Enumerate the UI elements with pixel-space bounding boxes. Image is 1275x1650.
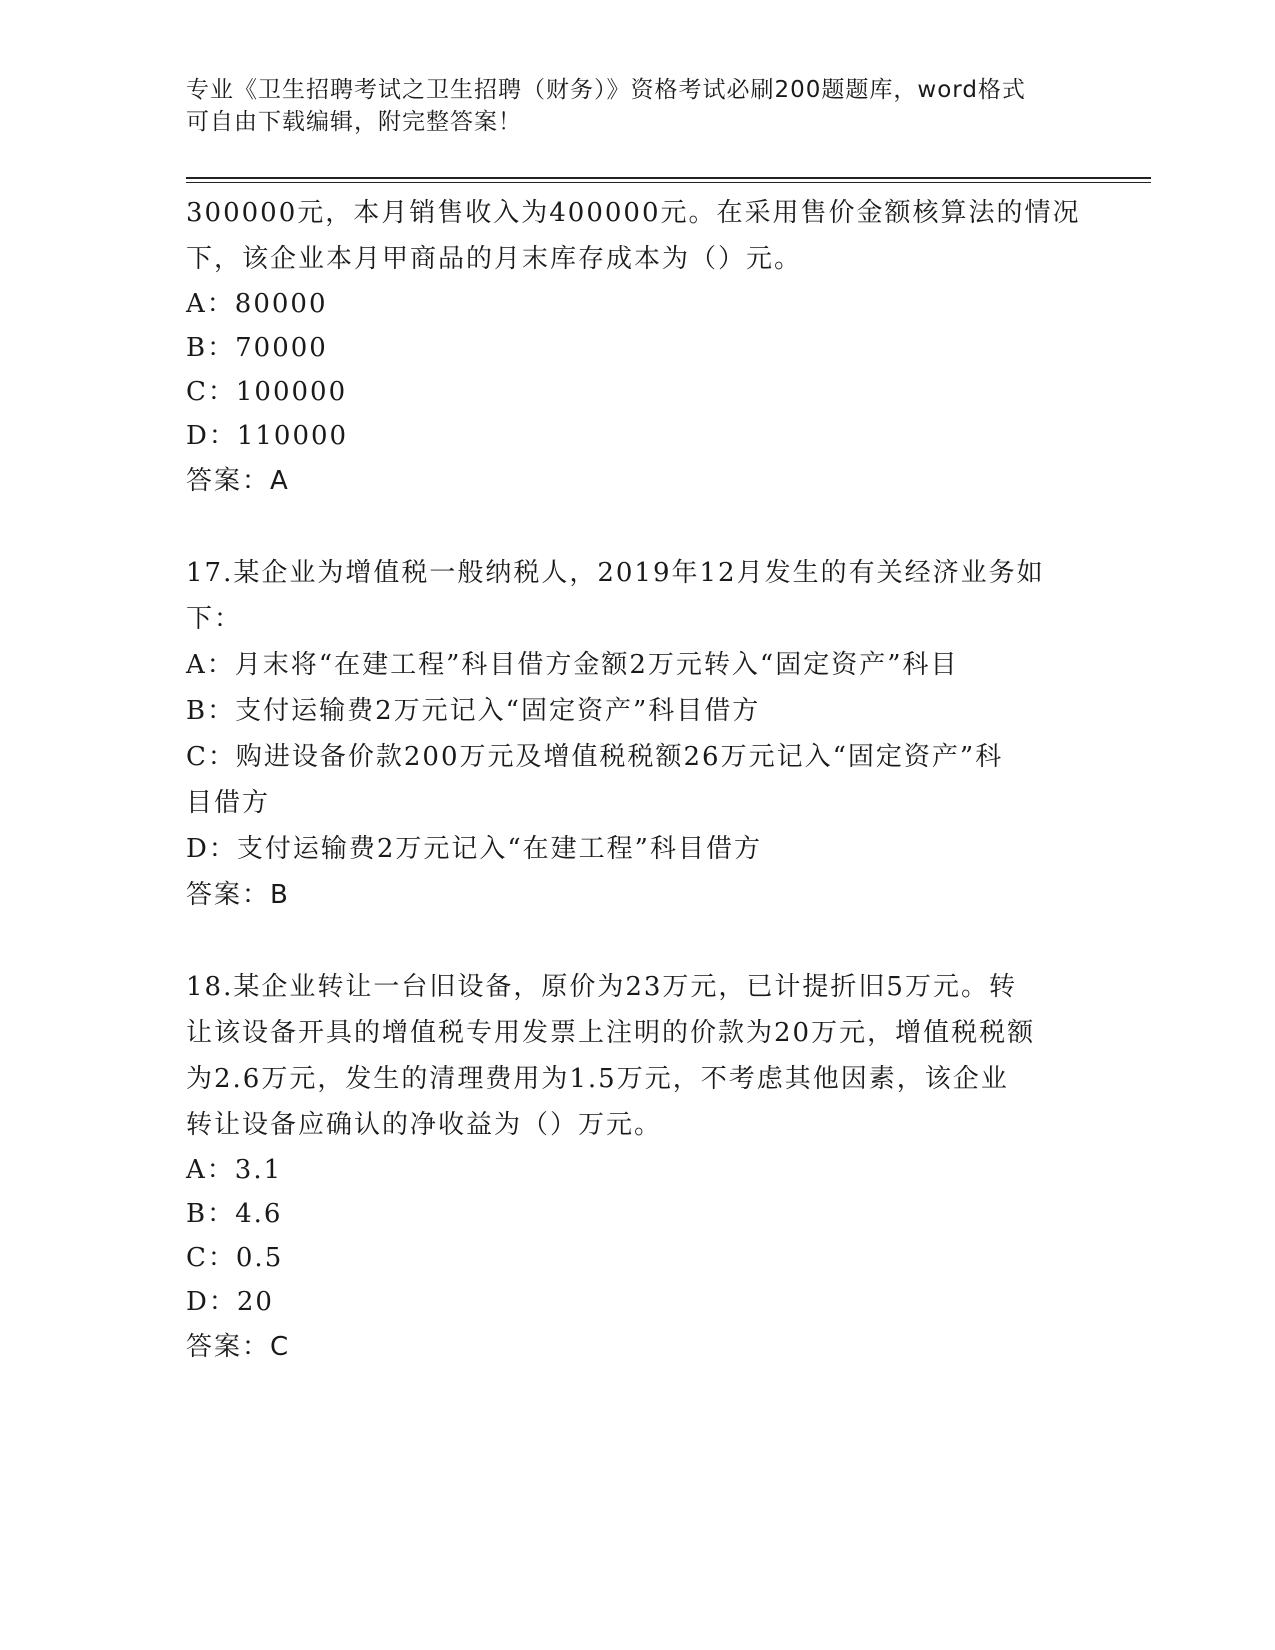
option-d: D：110000 xyxy=(186,421,349,451)
question-spacer xyxy=(186,504,1086,550)
question-stem-line: 300000元，本月销售收入为400000元。在采用售价金额核算法的情况 xyxy=(186,198,1081,228)
question-stem-line: 17.某企业为增值税一般纳税人，2019年12月发生的有关经济业务如 xyxy=(186,558,1045,588)
option-b: B：4.6 xyxy=(186,1199,283,1229)
option-b: B：支付运输费2万元记入“固定资产”科目借方 xyxy=(186,696,761,726)
question-spacer xyxy=(186,918,1086,964)
question-list xyxy=(186,190,1086,1370)
option-d: D：20 xyxy=(186,1287,274,1317)
header-title-line-1: 专业《卫生招聘考试之卫生招聘（财务）》资格考试必刷200题题库，word格式 xyxy=(186,77,1026,103)
answer-label: 答案：C xyxy=(186,1332,291,1362)
question-stem-line: 下： xyxy=(186,604,243,634)
answer-label: 答案：A xyxy=(186,466,290,496)
answer-label: 答案：B xyxy=(186,880,290,910)
option-c-continued: 目借方 xyxy=(186,788,271,818)
question-17 xyxy=(186,550,1086,918)
option-a: A：月末将“在建工程”科目借方金额2万元转入“固定资产”科目 xyxy=(186,650,959,680)
question-stem-line: 为2.6万元，发生的清理费用为1.5万元，不考虑其他因素，该企业 xyxy=(186,1064,1009,1094)
question-stem-line: 让该设备开具的增值税专用发票上注明的价款为20万元，增值税税额 xyxy=(186,1018,1036,1048)
option-a: A：3.1 xyxy=(186,1155,283,1185)
option-a: A：80000 xyxy=(186,289,328,319)
option-c: C：购进设备价款200万元及增值税税额26万元记入“固定资产”科 xyxy=(186,742,1004,772)
header-title-line-2: 可自由下载编辑，附完整答案！ xyxy=(186,109,522,135)
header-divider-thick xyxy=(186,177,1151,179)
question-stem-line: 18.某企业转让一台旧设备，原价为23万元，已计提折旧5万元。转 xyxy=(186,972,1017,1002)
document-header xyxy=(186,74,1086,138)
option-d: D：支付运输费2万元记入“在建工程”科目借方 xyxy=(186,834,762,864)
question-18 xyxy=(186,964,1086,1370)
question-16 xyxy=(186,190,1086,504)
question-stem-line: 下，该企业本月甲商品的月末库存成本为（）元。 xyxy=(186,244,803,274)
option-c: C：100000 xyxy=(186,377,348,407)
question-stem-line: 转让设备应确认的净收益为（）万元。 xyxy=(186,1110,663,1140)
option-c: C：0.5 xyxy=(186,1243,284,1273)
header-divider-thin xyxy=(186,182,1151,183)
option-b: B：70000 xyxy=(186,333,328,363)
